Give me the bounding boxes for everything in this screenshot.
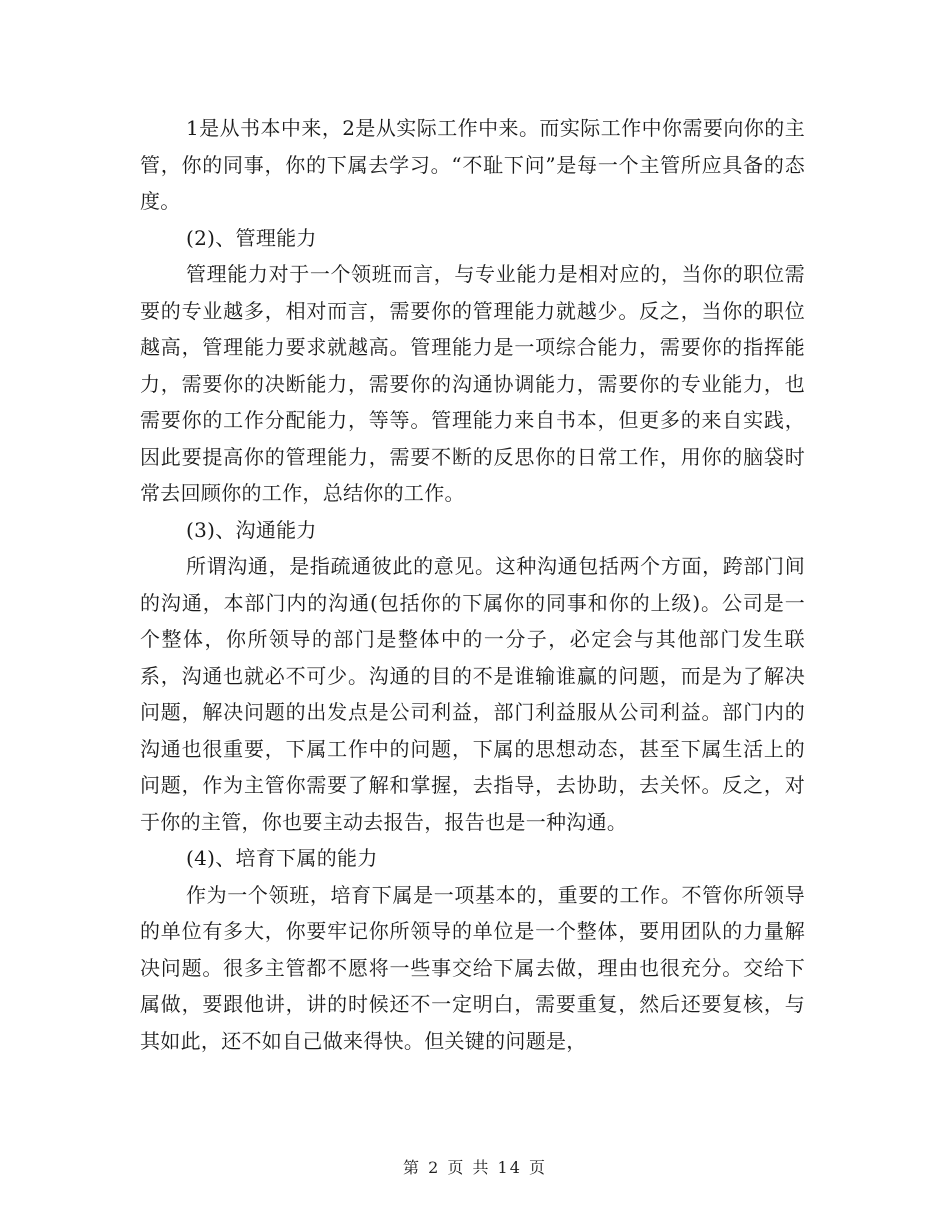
page-number-footer: 第 2 页 共 14 页: [403, 1158, 547, 1177]
paragraph-management: 管理能力对于一个领班而言，与专业能力是相对应的，当你的职位需要的专业越多，相对而言，需要你的管理能力就越少。反之，当你的职位越高，管理能力要求就越高。管理能力是一项综合能力，需要你的指挥能力，需要你的决断能力，需要你的沟通协调能力，需要你的专业能力，也需要你的工作分配能力，等等。管理能力来自书本，但更多的来自实践，因此要提高你的管理能力，需要不断的反思你的日常工作，用你的脑袋时常去回顾你的工作，总结你的工作。: [140, 262, 805, 505]
section-heading-training: (4)、培育下属的能力: [186, 846, 378, 870]
paragraph-training: 作为一个领班，培育下属是一项基本的，重要的工作。不管你所领导的单位有多大，你要牢记你所领导的单位是一个整体，要用团队的力量解决问题。很多主管都不愿将一些事交给下属去做，理由也很充分。交给下属做，要跟他讲，讲的时候还不一定明白，需要重复，然后还要复核，与其如此，还不如自己做来得快。但关键的问题是，: [140, 882, 805, 1053]
section-heading-communication: (3)、沟通能力: [186, 517, 317, 542]
paragraph-continuation: 1是从书本中来，2是从实际工作中来。而实际工作中你需要向你的主管，你的同事，你的下属去学习。“不耻下问”是每一个主管所应具备的态度。: [140, 116, 805, 213]
section-heading-management: (2)、管理能力: [186, 225, 317, 250]
paragraph-communication: 所谓沟通，是指疏通彼此的意见。这种沟通包括两个方面，跨部门间的沟通，本部门内的沟通(包括你的下属你的同事和你的上级)。公司是一个整体，你所领导的部门是整体中的一分子，必定会与其他部门发生联系，沟通也就必不可少。沟通的目的不是谁输谁赢的问题，而是为了解决问题，解决问题的出发点是公司利益，部门利益服从公司利益。部门内的沟通也很重要，下属工作中的问题，下属的思想动态，甚至下属生活上的问题，作为主管你需要了解和掌握，去指导，去协助，去关怀。反之，对于你的主管，你也要主动去报告，报告也是一种沟通。: [140, 554, 805, 834]
document-body: [140, 110, 805, 1059]
